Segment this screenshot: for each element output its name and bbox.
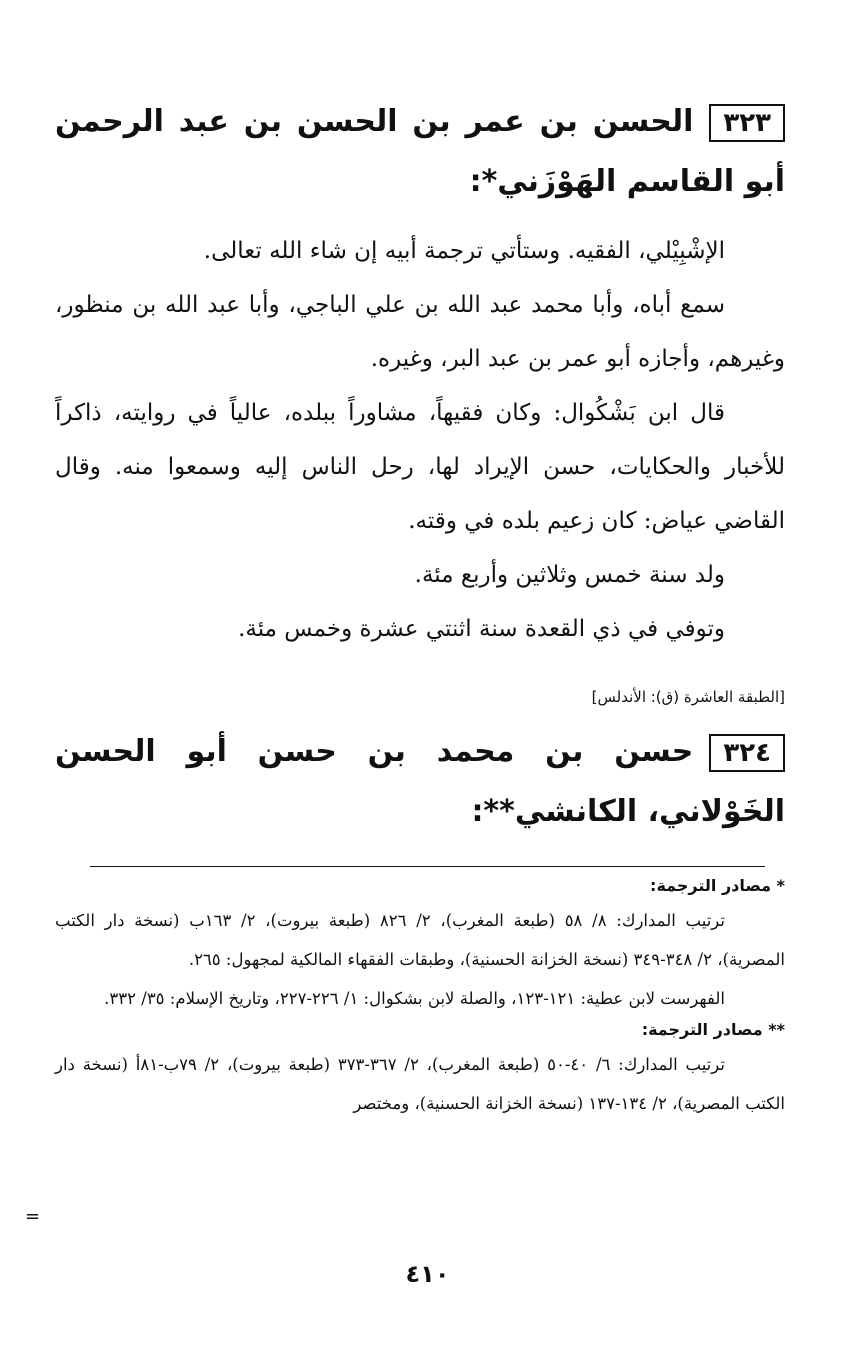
tabaqa-label: [الطبقة العاشرة (ق): الأندلس] [591,688,785,706]
entry-323 [55,92,785,656]
paragraph: وتوفي في ذي القعدة سنة اثنتي عشرة وخمس مئة. [238,616,725,642]
entry-324-heading [55,722,785,842]
footnote-heading: ** مصادر الترجمة: [641,1020,785,1039]
continuation-mark: = [25,1206,41,1227]
footnote-paragraph: الفهرست لابن عطية: ١٢١-١٢٣، والصلة لابن بشكوال: ١/ ٢٢٦-٢٢٧، وتاريخ الإسلام: ٣٥/ ٣٣٢. [104,989,725,1008]
entry-number-box: ٣٢٤ [709,734,785,772]
page-number: ٤١٠ [405,1260,450,1288]
footnotes [55,876,785,1123]
entry-title: حسن بن محمد بن حسن أبو الحسن الخَوْلاني، الكانشي [55,734,785,829]
footnote-paragraph: ترتيب المدارك: ٨/ ٥٨ (طبعة المغرب)، ٢/ ٨٢٦ (طبعة بيروت)، ٢/ ١٦٣ب (نسخة دار الكتب المصرية)، ٢/ ٣٤٨-٣٤٩ (نسخة الخزانة الحسنية)، وطبقات الفقهاء المالكية لمجهول: ٢٦٥. [55,911,785,969]
footnote-divider [90,866,765,867]
entry-number-box: ٣٢٣ [709,104,785,142]
paragraph: الإشْبِيْلي، الفقيه. وستأتي ترجمة أبيه إن شاء الله تعالى. [203,238,725,264]
entry-324 [55,722,785,842]
entry-323-heading [55,92,785,212]
footnote-heading: * مصادر الترجمة: [650,876,785,895]
paragraph: قال ابن بَشْكُوال: وكان فقيهاً، مشاوراً ببلده، عالياً في روايته، ذاكراً للأخبار والحكايات، حسن الإيراد لها، رحل الناس إليه وسمعوا منه. وقال القاضي عياض: كان زعيم بلده في وقته. [55,400,785,534]
entry-title: الحسن بن عمر بن الحسن بن عبد الرحمن أبو القاسم الهَوْزَني [55,104,785,199]
footnote-marker: **: [471,794,515,829]
footnote-marker: *: [469,164,498,199]
footnote-paragraph: ترتيب المدارك: ٦/ ٤٠-٥٠ (طبعة المغرب)، ٢/ ٣٦٧-٣٧٣ (طبعة بيروت)، ٢/ ٧٩ب-٨١أ (نسخة دار الكتب المصرية)، ٢/ ١٣٤-١٣٧ (نسخة الخزانة الحسنية)، ومختصر [55,1055,785,1113]
paragraph: ولد سنة خمس وثلاثين وأربع مئة. [414,562,725,588]
paragraph: سمع أباه، وأبا محمد عبد الله بن علي الباجي، وأبا عبد الله بن منظور، وغيرهم، وأجازه أبو عمر بن عبد البر، وغيره. [55,292,785,372]
